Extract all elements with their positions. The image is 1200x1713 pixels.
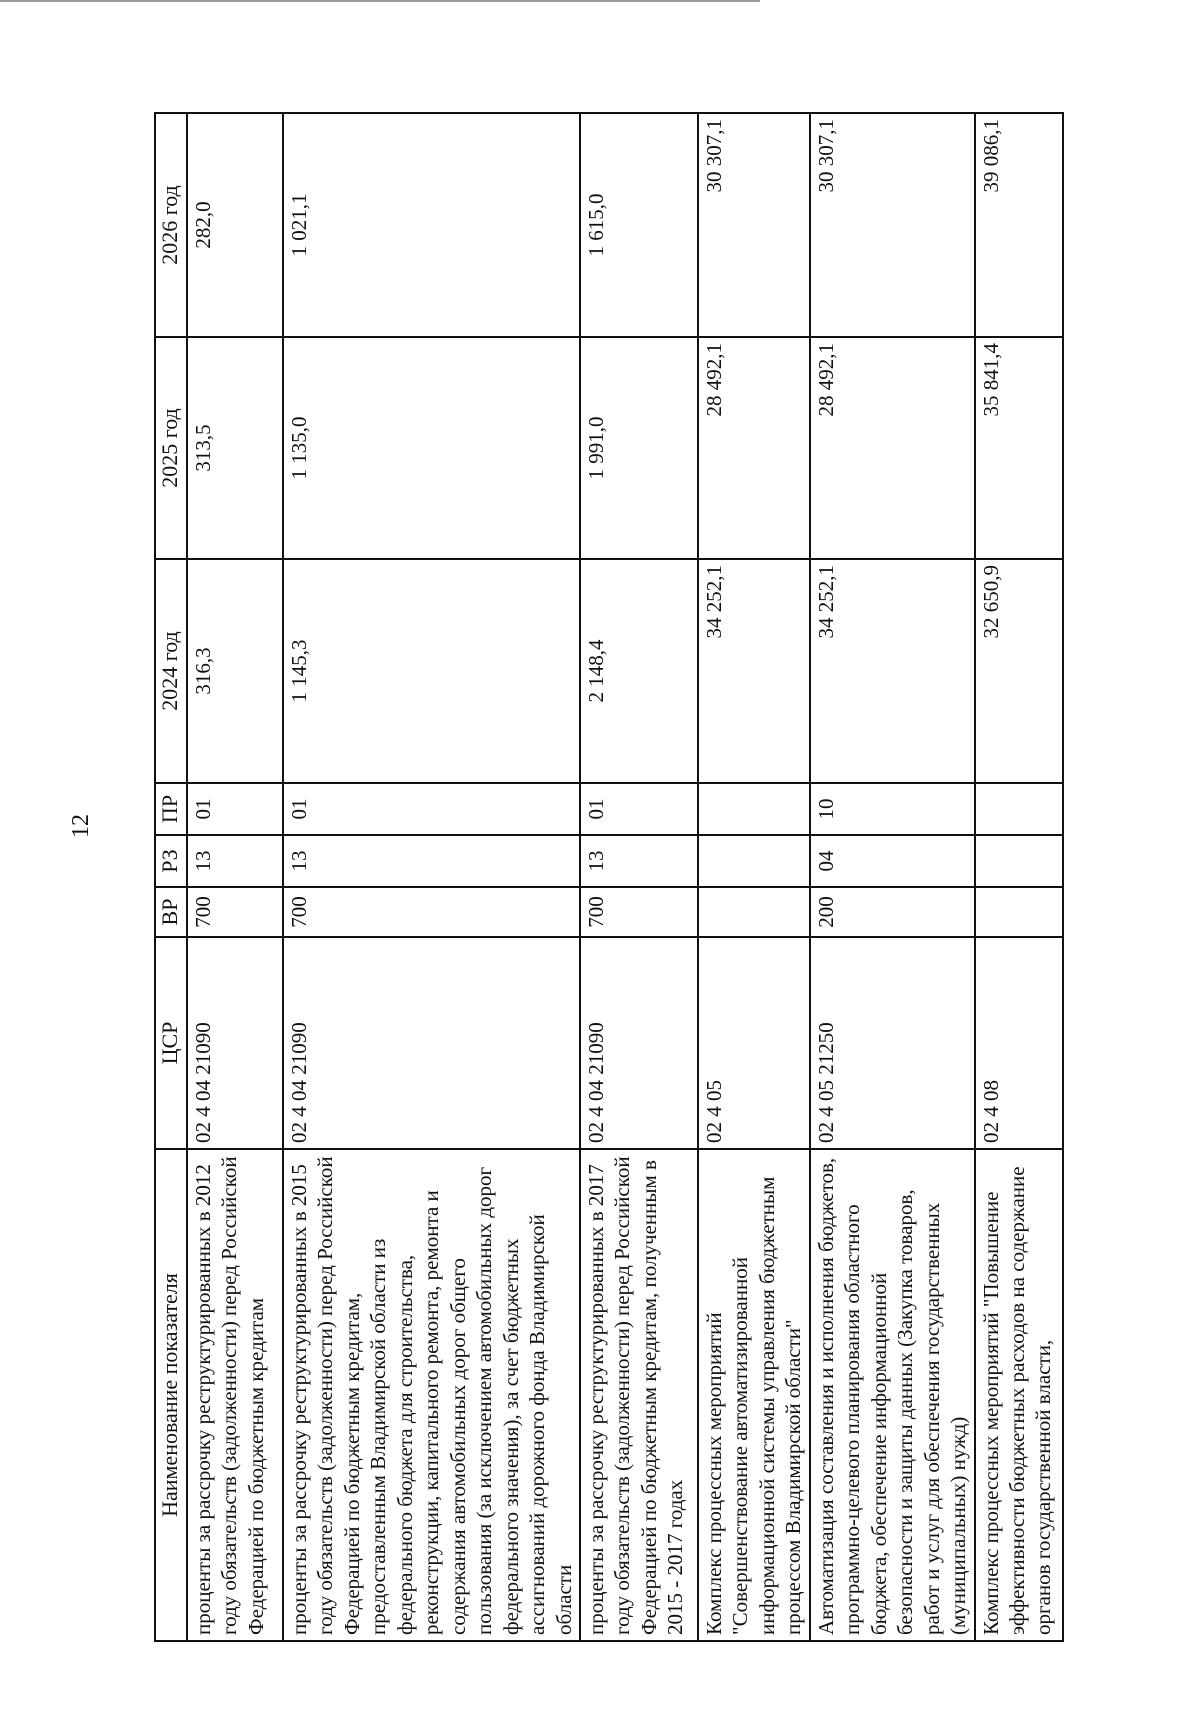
row-vr: 700 bbox=[580, 887, 698, 937]
header-2025: 2025 год bbox=[155, 337, 187, 559]
row-2024: 2 148,4 bbox=[580, 559, 698, 783]
header-2026: 2026 год bbox=[155, 113, 187, 337]
row-rz bbox=[698, 835, 810, 887]
row-pr: 01 bbox=[187, 783, 283, 835]
row-2026: 1 021,1 bbox=[283, 113, 580, 337]
row-rz: 13 bbox=[187, 835, 283, 887]
header-rz: РЗ bbox=[155, 835, 187, 887]
row-2024: 32 650,9 bbox=[975, 559, 1063, 783]
row-csr: 02 4 04 21090 bbox=[283, 937, 580, 1149]
row-2025: 28 492,1 bbox=[698, 337, 810, 559]
row-pr: 10 bbox=[810, 783, 975, 835]
row-2025: 313,5 bbox=[187, 337, 283, 559]
header-csr: ЦСР bbox=[155, 937, 187, 1149]
row-rz: 13 bbox=[283, 835, 580, 887]
row-2026: 30 307,1 bbox=[698, 113, 810, 337]
row-pr bbox=[975, 783, 1063, 835]
row-csr: 02 4 08 bbox=[975, 937, 1063, 1149]
row-name: Автоматизация составления и исполнения бюджетов, программно-целевого планирования областного бюджета, обеспечение информационной безопасности и защиты данных (Закупка товаров, работ и услуг для обеспечения государственных (муниципальных) нужд) bbox=[810, 1149, 975, 1641]
row-2024: 316,3 bbox=[187, 559, 283, 783]
table-row bbox=[187, 113, 283, 1641]
row-csr: 02 4 04 21090 bbox=[580, 937, 698, 1149]
row-csr: 02 4 04 21090 bbox=[187, 937, 283, 1149]
row-2026: 30 307,1 bbox=[810, 113, 975, 337]
row-vr: 700 bbox=[283, 887, 580, 937]
header-2024: 2024 год bbox=[155, 559, 187, 783]
header-vr: ВР bbox=[155, 887, 187, 937]
row-rz: 13 bbox=[580, 835, 698, 887]
table-header-row bbox=[155, 113, 187, 1641]
row-name: Комплекс процессных мероприятий "Повышение эффективности бюджетных расходов на содержание органов государственной власти, bbox=[975, 1149, 1063, 1641]
row-name: Комплекс процессных мероприятий "Совершенствование автоматизированной информационной системы управления бюджетным процессом Владимирской области" bbox=[698, 1149, 810, 1641]
row-2026: 282,0 bbox=[187, 113, 283, 337]
top-edge-line bbox=[0, 0, 760, 2]
row-2026: 39 086,1 bbox=[975, 113, 1063, 337]
row-2025: 1 991,0 bbox=[580, 337, 698, 559]
row-2024: 34 252,1 bbox=[698, 559, 810, 783]
row-pr: 01 bbox=[283, 783, 580, 835]
row-pr bbox=[698, 783, 810, 835]
row-vr: 200 bbox=[810, 887, 975, 937]
row-pr: 01 bbox=[580, 783, 698, 835]
row-2025: 35 841,4 bbox=[975, 337, 1063, 559]
header-pr: ПР bbox=[155, 783, 187, 835]
budget-table bbox=[154, 112, 1064, 1642]
page-number: 12 bbox=[68, 814, 94, 838]
row-name: проценты за рассрочку реструктурированных в 2015 году обязательств (задолженности) перед Российской Федерацией по бюджетным кредитам, предоставленным Владимирской области из федерального бюджета для строительства, реконструкции, капитального ремонта, ремонта и содержания автомобильных дорог общего пользования (за исключением автомобильных дорог федерального значения), за счет бюджетных ассигнований дорожного фонда Владимирской области bbox=[283, 1149, 580, 1641]
row-vr: 700 bbox=[187, 887, 283, 937]
table-row bbox=[580, 113, 698, 1641]
table-row bbox=[698, 113, 810, 1641]
table-row bbox=[975, 113, 1063, 1641]
row-csr: 02 4 05 bbox=[698, 937, 810, 1149]
row-2025: 1 135,0 bbox=[283, 337, 580, 559]
row-2024: 1 145,3 bbox=[283, 559, 580, 783]
table-row bbox=[810, 113, 975, 1641]
rotated-table-container bbox=[154, 114, 1056, 1642]
row-vr bbox=[698, 887, 810, 937]
row-rz: 04 bbox=[810, 835, 975, 887]
row-csr: 02 4 05 21250 bbox=[810, 937, 975, 1149]
header-name: Наименование показателя bbox=[155, 1149, 187, 1641]
row-name: проценты за рассрочку реструктурированных в 2017 году обязательств (задолженности) перед Российской Федерацией по бюджетным кредитам, полученным в 2015 - 2017 годах bbox=[580, 1149, 698, 1641]
row-2024: 34 252,1 bbox=[810, 559, 975, 783]
row-name: проценты за рассрочку реструктурированных в 2012 году обязательств (задолженности) перед Российской Федерацией по бюджетным кредитам bbox=[187, 1149, 283, 1641]
row-2026: 1 615,0 bbox=[580, 113, 698, 337]
row-vr bbox=[975, 887, 1063, 937]
row-2025: 28 492,1 bbox=[810, 337, 975, 559]
table-row bbox=[283, 113, 580, 1641]
row-rz bbox=[975, 835, 1063, 887]
